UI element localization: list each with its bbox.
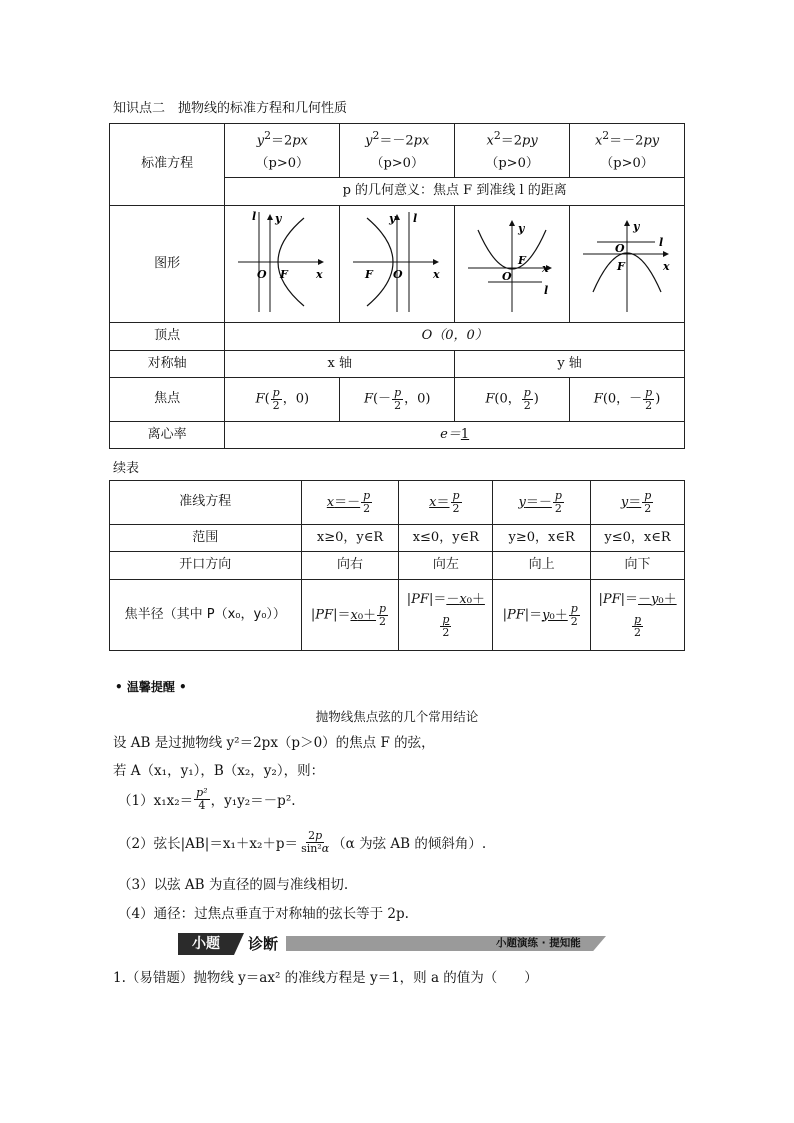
- banner-subtitle: 小题演练 · 提知能: [496, 937, 581, 949]
- svg-text:F: F: [617, 260, 625, 274]
- vertex-value: O（0，0）: [225, 323, 685, 351]
- continued-label: 续表: [113, 461, 140, 476]
- graph-down: [570, 206, 685, 323]
- svg-text:y: y: [518, 222, 525, 236]
- banner-label: 小题: [178, 933, 234, 955]
- eq-cell-2: $y^2=-2px$ （p>0）: [340, 124, 455, 178]
- svg-text:y: y: [633, 220, 640, 234]
- radius-label: 焦半径（其中 P（x₀，y₀））: [110, 580, 302, 651]
- range-2: x≤0，y∈R: [399, 525, 493, 552]
- svg-text:l: l: [544, 284, 549, 298]
- open-2: 向左: [399, 552, 493, 580]
- tips-title: 抛物线焦点弦的几个常用结论: [315, 709, 479, 724]
- directrix-label: 准线方程: [110, 481, 302, 525]
- svg-text:O: O: [393, 268, 403, 282]
- focus-3: F(0， $\frac{p}{2}$ ): [455, 378, 570, 422]
- svg-text:x: x: [663, 260, 670, 274]
- directrix-1: x＝－ $\frac{p}{2}$: [301, 481, 399, 525]
- range-4: y≤0，x∈R: [591, 525, 685, 552]
- svg-text:y: y: [275, 212, 282, 226]
- banner-wedge: [234, 933, 244, 955]
- svg-text:l: l: [252, 210, 257, 224]
- radius-3: |PF|＝y₀＋ $\frac{p}{2}$: [493, 580, 591, 651]
- ecc-value: e＝1: [225, 422, 685, 449]
- svg-text:F: F: [280, 268, 289, 282]
- tips-line-2: 若 A（x₁，y₁），B（x₂，y₂），则：: [113, 763, 325, 779]
- directrix-2: x＝ $\frac{p}{2}$: [399, 481, 493, 525]
- focus-4: F(0，－ $\frac{p}{2}$ ): [570, 378, 685, 422]
- range-3: y≥0，x∈R: [493, 525, 591, 552]
- axis-x: x 轴: [225, 351, 455, 378]
- tips-line-5: （3）以弦 AB 为直径的圆与准线相切.: [118, 877, 349, 893]
- svg-text:O: O: [257, 268, 267, 282]
- tips-label: • 温馨提醒 •: [115, 680, 187, 694]
- svg-text:x: x: [433, 268, 440, 282]
- svg-text:l: l: [659, 236, 664, 250]
- range-label: 范围: [110, 525, 302, 552]
- svg-text:l: l: [413, 212, 418, 226]
- directrix-3: y＝－ $\frac{p}{2}$: [493, 481, 591, 525]
- range-1: x≥0，y∈R: [301, 525, 399, 552]
- radius-4: |PF|＝－y₀＋ $\frac{p}{2}$: [591, 580, 685, 651]
- question-1: 1.（易错题）抛物线 y＝ax² 的准线方程是 y＝1，则 a 的值为（ ）: [113, 970, 538, 986]
- graph-up: [455, 206, 570, 323]
- ecc-label: 离心率: [110, 422, 225, 449]
- tips-line-1: 设 AB 是过抛物线 y²＝2px（p＞0）的焦点 F 的弦，: [113, 735, 435, 751]
- svg-text:x: x: [316, 268, 323, 282]
- directrix-4: y＝ $\frac{p}{2}$: [591, 481, 685, 525]
- tips-line-3: （1）x₁x₂＝ $\frac{\text{p²}}{4}$ ，y₁y₂＝－p².: [118, 786, 296, 812]
- open-1: 向右: [301, 552, 399, 580]
- banner-title: 诊断: [248, 935, 279, 953]
- svg-text:F: F: [365, 268, 374, 282]
- tips-line-4: （2）弦长|AB|＝x₁＋x₂＋p＝ $\frac{2p}{\text{sin²α}}$ （α 为弦 AB 的倾斜角）.: [118, 829, 487, 855]
- p-meaning: p 的几何意义：焦点 F 到准线 l 的距离: [225, 178, 685, 206]
- radius-2: |PF|＝－x₀＋ $\frac{p}{2}$: [399, 580, 493, 651]
- axis-label: 对称轴: [110, 351, 225, 378]
- svg-text:O: O: [502, 270, 512, 284]
- svg-text:y: y: [389, 212, 396, 226]
- vertex-label: 顶点: [110, 323, 225, 351]
- parabola-properties-table: [109, 123, 685, 449]
- focus-1: F( $\frac{p}{2}$ ，0): [225, 378, 340, 422]
- graph-left: [340, 206, 455, 323]
- section-title: 知识点二 抛物线的标准方程和几何性质: [113, 101, 348, 116]
- std-eq-label: 标准方程: [110, 124, 225, 206]
- tips-line-6: （4）通径：过焦点垂直于对称轴的弦长等于 2p.: [118, 906, 409, 922]
- axis-y: y 轴: [455, 351, 685, 378]
- svg-text:O: O: [615, 242, 625, 256]
- svg-text:x: x: [542, 262, 549, 276]
- parabola-properties-table-continued: [109, 480, 685, 651]
- svg-text:F: F: [518, 254, 526, 268]
- graph-label: 图形: [110, 206, 225, 323]
- open-label: 开口方向: [110, 552, 302, 580]
- open-3: 向上: [493, 552, 591, 580]
- open-4: 向下: [591, 552, 685, 580]
- radius-1: |PF|＝x₀＋ $\frac{p}{2}$: [301, 580, 399, 651]
- focus-label: 焦点: [110, 378, 225, 422]
- eq-cell-1: $y^2=2px$ （p>0）: [225, 124, 340, 178]
- graph-right: [225, 206, 340, 323]
- eq-cell-4: $x^2=-2py$ （p>0）: [570, 124, 685, 178]
- eq-cell-3: $x^2=2py$ （p>0）: [455, 124, 570, 178]
- focus-2: F(－ $\frac{p}{2}$ ，0): [340, 378, 455, 422]
